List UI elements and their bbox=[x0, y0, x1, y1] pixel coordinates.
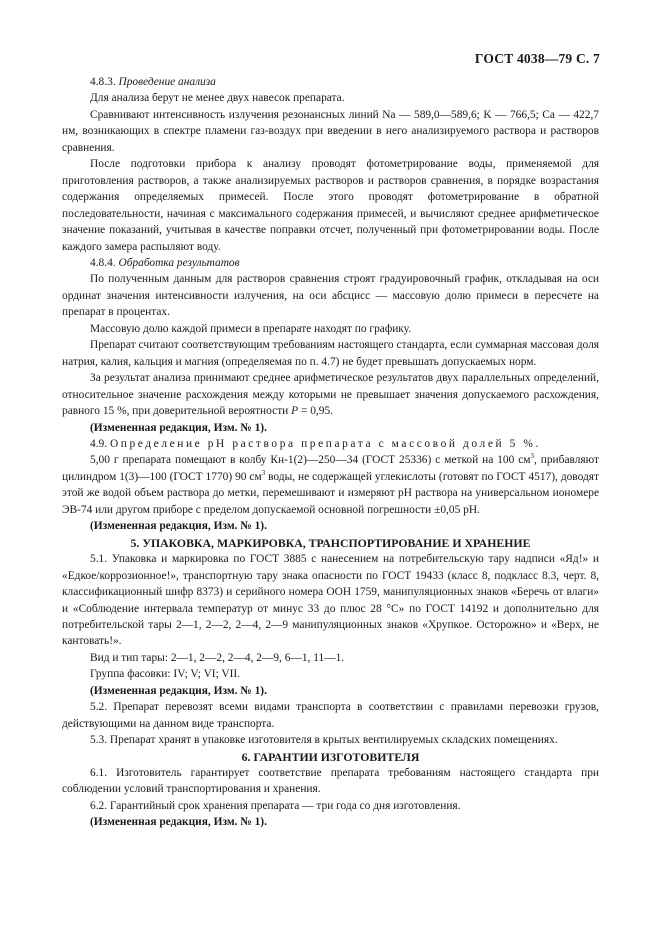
subsection-title: Определение pH раствора препарата с массовой долей 5 %. bbox=[109, 437, 541, 450]
subsection-number: 4.8.3. bbox=[90, 76, 116, 88]
paragraph: После подготовки прибора к анализу проводят фотометрирование воды, применяемой для приготовления растворов, а также анализируемых растворов и растворов сравнения, в порядке возрастания содержания определяемых примесей. После этого проводят фотометрирование в обратной последовательности, начиная с максимального содержания примесей, и вычисляют среднее арифметическое значение показаний, учитывая в качестве поправки отсчет, полученный при фотометрировании воды. После каждого замера распыляют воду. bbox=[62, 158, 599, 253]
subsection-number: 4.9. bbox=[90, 437, 108, 450]
section-6-heading: 6. ГАРАНТИИ ИЗГОТОВИТЕЛЯ bbox=[241, 749, 420, 764]
variable-p: P bbox=[291, 405, 299, 418]
page-header: ГОСТ 4038—79 С. 7 bbox=[474, 51, 600, 66]
subsection-4-8-3-heading bbox=[62, 74, 599, 90]
section-5-heading: 5. УПАКОВКА, МАРКИРОВКА, ТРАНСПОРТИРОВАНИЕ И ХРАНЕНИЕ bbox=[130, 535, 531, 550]
paragraph: Массовую долю каждой примеси в препарате находят по графику. bbox=[90, 322, 412, 335]
paragraph: Сравнивают интенсивность излучения резонансных линий Na — 589,0—589,6; K — 766,5; Са — 422,7 нм, возникающих в спектре пламени газ-воздух при введении в него анализируемого раствора и растворов сравнения. bbox=[62, 108, 599, 154]
subsection-number: 4.8.4. bbox=[90, 256, 116, 269]
amendment-note: (Измененная редакция, Изм. № 1). bbox=[90, 684, 267, 697]
paragraph: 5.1. Упаковка и маркировка по ГОСТ 3885 с нанесением на потребительскую тару надписи «Яд!» и «Едкое/коррозионное!», транспортную тару знака опасности по ГОСТ 19433 (класс 8, подкласс 8.3, черт. 8, классификационный шифр 8373) и серийного номера ООН 1759, манипуляционных знаков «Беречь от влаги» и «Соблюдение интервала температур от минус 33 до плюс 28 °С» по ГОСТ 14192 и дополнительно для потребительской тары 2—1, 2—2, 2—4, 2—9 манипуляционных знаков «Хрупкое. Осторожно» и «Верх, не кантовать!». bbox=[62, 553, 599, 648]
paragraph: За результат анализа принимают среднее арифметическое результатов двух параллельных определений, относительное значение расхождения между которыми не превышает значения допускаемого расхождения, равного 15 %, при доверительной вероятности P = 0,95. bbox=[62, 372, 599, 418]
paragraph: 5.3. Препарат хранят в упаковке изготовителя в крытых вентилируемых складских помещениях. bbox=[90, 734, 558, 747]
amendment-note: (Измененная редакция, Изм. № 1). bbox=[90, 520, 267, 533]
document-body bbox=[62, 74, 599, 831]
paragraph: 6.2. Гарантийный срок хранения препарата — три года со дня изготовления. bbox=[90, 799, 461, 812]
paragraph: 6.1. Изготовитель гарантирует соответствие препарата требованиям настоящего стандарта при соблюдении условий транспортирования и хранения. bbox=[62, 767, 599, 796]
paragraph: Для анализа берут не менее двух навесок препарата. bbox=[90, 92, 345, 105]
paragraph: Вид и тип тары: 2—1, 2—2, 2—4, 2—9, 6—1, 11—1. bbox=[90, 651, 345, 664]
amendment-note: (Измененная редакция, Изм. № 1). bbox=[90, 421, 267, 434]
subsection-4-8-4-heading bbox=[62, 255, 599, 271]
paragraph: Препарат считают соответствующим требованиям настоящего стандарта, если суммарная массовая доля натрия, калия, кальция и магния (определяемая по п. 4.7) не будет превышать допускаемых норм. bbox=[62, 339, 599, 368]
amendment-note: (Измененная редакция, Изм. № 1). bbox=[90, 816, 267, 829]
paragraph: 5.2. Препарат перевозят всеми видами транспорта в соответствии с правилами перевозки грузов, действующими на данном виде транспорта. bbox=[62, 701, 599, 730]
paragraph: 5,00 г препарата помещают в колбу Кн-1(2)—250—34 (ГОСТ 25336) с меткой на 100 $см^3$, прибавляют цилиндром 1(3)—100 (ГОСТ 1770) 90 $см^3$ воды, не содержащей углекислоты (готовят по ГОСТ 4517), доводят этой же водой объем раствора до метки, перемешивают и измеряют pH раствора на универсальном иономере ЭВ-74 или другом приборе с пределом допускаемой основной погрешности ±0,05 pH. bbox=[62, 452, 599, 516]
paragraph: Группа фасовки: IV; V; VI; VII. bbox=[90, 668, 241, 681]
subsection-title: Обработка результатов bbox=[118, 256, 240, 269]
subsection-title: Проведение анализа bbox=[118, 76, 216, 88]
subsection-4-9-heading bbox=[62, 436, 599, 452]
paragraph: По полученным данным для растворов сравнения строят градуировочный график, откладывая на оси ординат значения интенсивности излучения, на оси абсцисс — массовую долю примеси в пересчете на препарат в процентах. bbox=[62, 273, 599, 319]
